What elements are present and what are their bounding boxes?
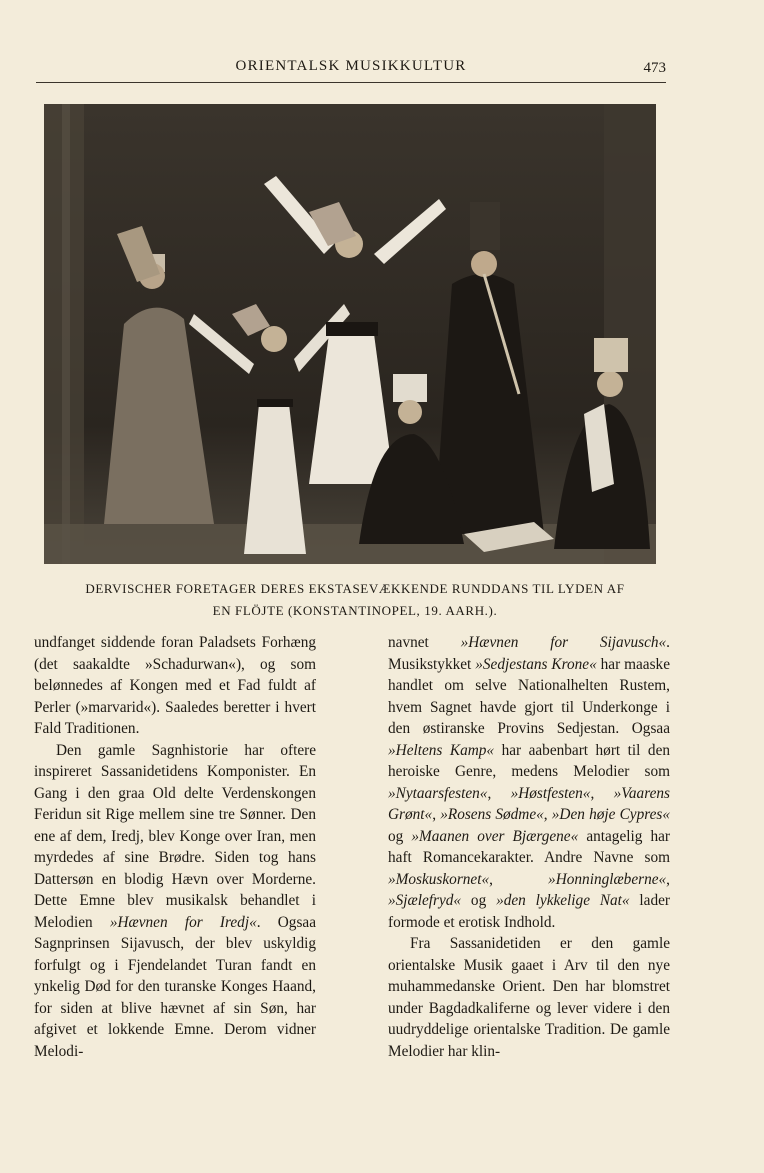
- text-run: . Musikstykket: [388, 634, 670, 673]
- dervish-photograph-illustration: [44, 104, 656, 564]
- text-run: . Ogsaa Sagnprinsen Sijavusch, der blev uskyldig forfulgt og i Fjendelandet Turan fandt en ynkelig Død for den turanske Konges Haand, for siden at blive hævnet af sin Søn, har afgivet et lokkende Emne. Derom vidner Melodi-: [34, 913, 316, 1060]
- dervish-photograph: [44, 104, 656, 564]
- page-header: [36, 58, 666, 83]
- text-run: ,: [543, 806, 552, 823]
- text-run: navnet: [388, 634, 461, 651]
- melody-title: »Sedjestans Krone«: [475, 655, 597, 673]
- text-run: ,: [487, 784, 511, 802]
- page-number: 473: [643, 60, 666, 76]
- text-run: ,: [432, 806, 441, 823]
- right-text-column: [388, 632, 670, 1062]
- melody-title: »Hævnen for Iredj«: [109, 913, 257, 931]
- melody-title: »Honninglæberne«: [548, 870, 667, 888]
- melody-title: »Den høje Cypres«: [551, 806, 670, 823]
- text-run: ,: [590, 784, 614, 802]
- melody-title: »Hævnen for Sijavusch«: [460, 634, 667, 651]
- figure-caption: [40, 578, 670, 622]
- melody-title: »den lykkelige Nat«: [496, 892, 630, 909]
- melody-title: »Vaarens Grønt«: [388, 784, 670, 823]
- caption-line-1: DERVISCHER FORETAGER DERES EKSTASEVÆKKENDE RUNDDANS TIL LYDEN AF: [85, 581, 625, 596]
- paragraph: Fra Sassanidetiden er den gamle orientalske Musik gaaet i Arv til den nye muhammedanske Orient. Den har blomstret under Bagdadkaliferne og lever videre i den uudryddelige orientalske Tradition. De gamle Melodier har klin-: [388, 935, 670, 1060]
- melody-title: »Heltens Kamp«: [388, 741, 495, 759]
- text-run: har maaske handlet om selve Nationalhelten Rustem, hvem Sagnet havde gjort til Underkonge i den østiranske Provins Sedjestan. Ogsaa: [388, 655, 670, 737]
- paragraph: [388, 632, 670, 933]
- left-text-column: [34, 632, 316, 1062]
- running-title: ORIENTALSK MUSIKKULTUR: [235, 58, 467, 74]
- text-run: antagelig har haft Romancekarakter. Andre Navne som: [388, 827, 671, 866]
- paragraph: undfanget siddende foran Paladsets Forhæng (det saakaldte »Schadurwan«), og som belønnedes af Kongen med et Fad fuldt af Perler (»marvarid«). Saaledes beretter i hvert Fald Traditionen.: [34, 634, 316, 737]
- paragraph: [34, 740, 316, 1063]
- text-run: har aabenbart hørt til den heroiske Genre, medens Melodier som: [388, 741, 671, 780]
- text-run: og: [461, 892, 497, 909]
- melody-title: »Moskuskornet«: [388, 870, 490, 888]
- melody-title: »Sjælefryd«: [388, 892, 462, 909]
- melody-title: »Høstfesten«: [510, 784, 591, 802]
- text-run: og: [388, 827, 412, 845]
- text-run: lader formode et erotisk Indhold.: [388, 892, 671, 931]
- text-run: Den gamle Sagnhistorie har oftere inspireret Sassanidetidens Komponister. En Gang i den graa Old delte Verdenskongen Feridun sit Rige mellem sine tre Sønner. Den ene af dem, Iredj, blev Konge over Iran, men myrdedes af sine Brødre. Siden tog hans Dattersøn en blodig Hævn over Morderne. Dette Emne blev musikalsk behandlet i Melodien: [34, 741, 316, 931]
- text-run: ,: [666, 870, 670, 888]
- melody-title: »Nytaarsfesten«: [388, 784, 488, 802]
- caption-line-2: EN FLÖJTE (KONSTANTINOPEL, 19. AARH.).: [212, 603, 498, 618]
- melody-title: »Maanen over Bjærgene«: [411, 827, 579, 845]
- text-run: ,: [489, 870, 549, 888]
- melody-title: »Rosens Sødme«: [440, 806, 544, 823]
